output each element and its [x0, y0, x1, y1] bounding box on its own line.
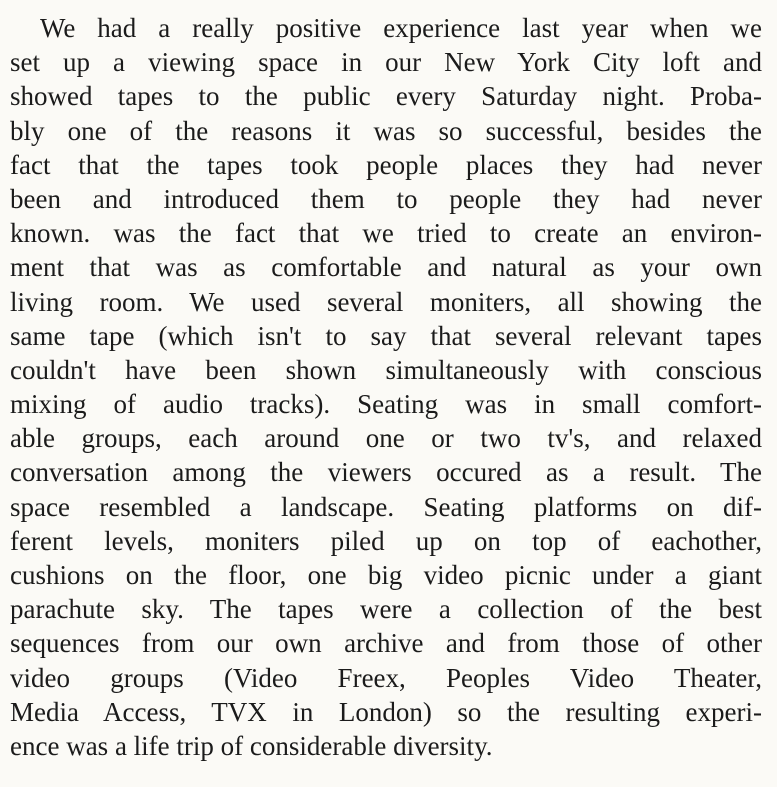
paragraph-line: fact that the tapes took people places they had never — [10, 149, 762, 180]
paragraph-line: able groups, each around one or two tv's, and relaxed — [10, 423, 762, 454]
paragraph-line: living room. We used several moniters, all showing the — [10, 286, 762, 317]
paragraph-line: Media Access, TVX in London) so the resulting experi- — [10, 696, 762, 727]
paragraph-line: same tape (which isn't to say that several relevant tapes — [10, 320, 762, 351]
body-paragraph — [10, 11, 762, 763]
paragraph-line: showed tapes to the public every Saturday night. Proba- — [10, 81, 762, 112]
paragraph-line: known. was the fact that we tried to create an environ- — [10, 218, 762, 249]
paragraph-line: cushions on the floor, one big video picnic under a giant — [10, 560, 762, 590]
paragraph-line: mixing of audio tracks). Seating was in small comfort- — [10, 389, 762, 420]
paragraph-line: space resembled a landscape. Seating platforms on dif- — [10, 491, 762, 522]
paragraph-line: ferent levels, moniters piled up on top of eachother, — [10, 525, 762, 556]
paragraph-line: ence was a life trip of considerable diversity. — [10, 730, 493, 761]
paragraph-line: parachute sky. The tapes were a collection of the best — [10, 594, 762, 625]
paragraph-line: conversation among the viewers occured as a result. The — [10, 457, 762, 488]
paragraph-line: couldn't have been shown simultaneously with conscious — [10, 354, 762, 385]
paragraph-line: been and introduced them to people they had never — [10, 183, 762, 214]
paragraph-line: video groups (Video Freex, Peoples Video Theater, — [10, 662, 762, 693]
paragraph-line: bly one of the reasons it was so successful, besides the — [10, 115, 762, 146]
paragraph-line: We had a really positive experience last year when we — [40, 13, 762, 43]
paragraph-line: set up a viewing space in our New York City loft and — [10, 47, 762, 78]
paragraph-line: sequences from our own archive and from those of other — [10, 628, 762, 659]
paragraph-line: ment that was as comfortable and natural as your own — [10, 252, 762, 283]
